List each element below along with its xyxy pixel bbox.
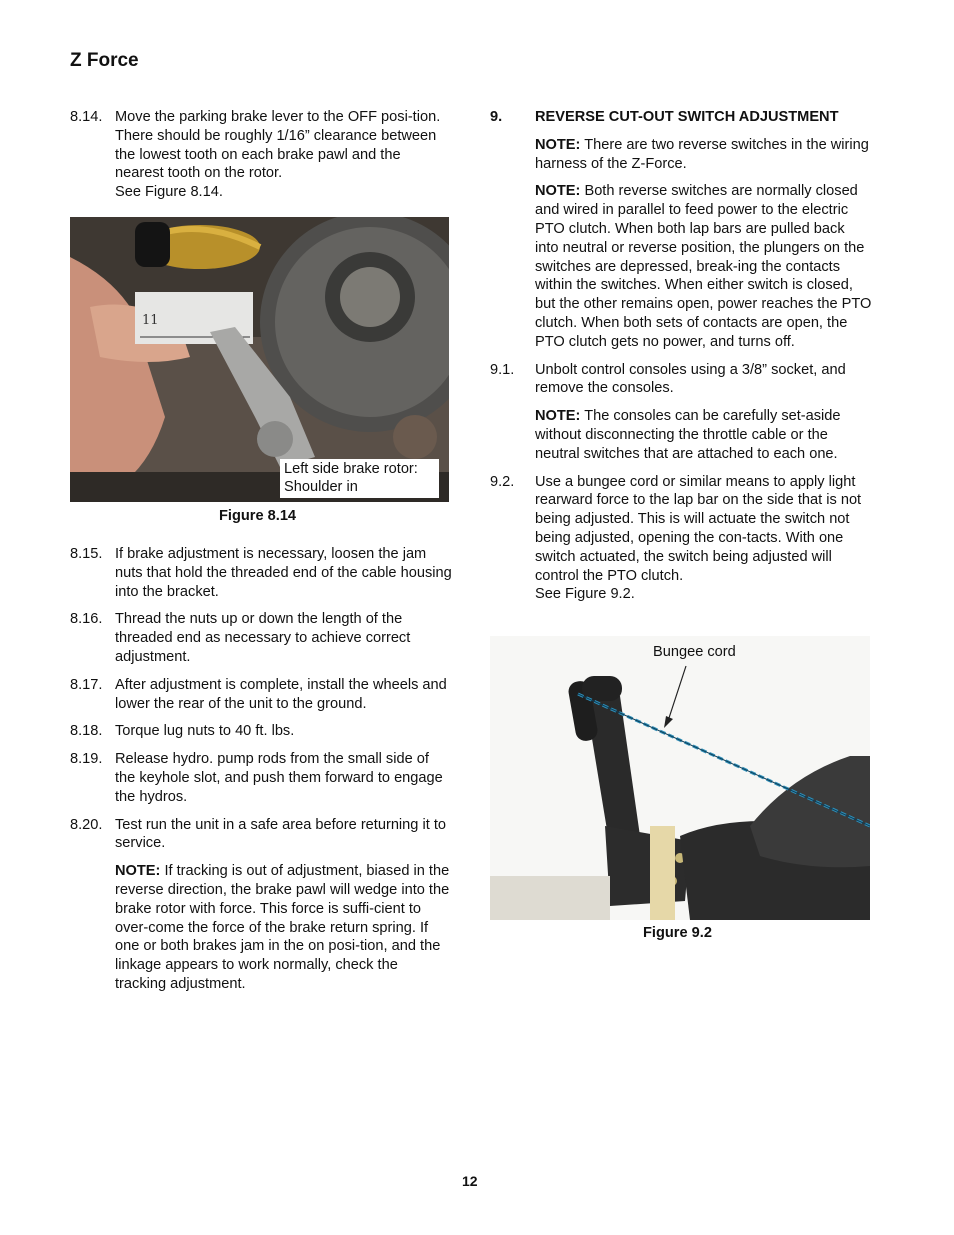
section-title: REVERSE CUT-OUT SWITCH ADJUSTMENT xyxy=(535,109,839,125)
note-switch-wiring xyxy=(535,182,872,351)
note-8-20 xyxy=(115,862,452,994)
section-9-heading xyxy=(490,108,872,127)
step-body: Move the parking brake lever to the OFF posi-tion. There should be roughly 1/16” clearance between the lowest tooth on each brake pawl and the nearest tooth on the rotor. xyxy=(115,109,441,182)
label-line-1: Left side brake rotor: xyxy=(284,461,418,477)
note-label: NOTE: xyxy=(115,863,161,880)
note-label: NOTE: xyxy=(535,136,581,153)
note-text: The consoles can be carefully set-aside without disconnecting the throttle cable or the neutral switches that are attached to each one. xyxy=(535,408,841,462)
step-8-14 xyxy=(70,108,452,202)
bungee-cord-label: Bungee cord xyxy=(653,644,736,660)
step-number: 9.2. xyxy=(490,473,515,490)
step-8-18 xyxy=(70,722,452,741)
right-column xyxy=(490,108,872,613)
figure-8-14-caption: Figure 8.14 xyxy=(219,508,297,524)
left-column xyxy=(70,108,452,211)
step-8-19 xyxy=(70,750,452,806)
figure-9-2-photo xyxy=(490,636,870,920)
note-text: If tracking is out of adjustment, biased in the reverse direction, the brake pawl will wedge into the brake rotor with force. This force is suffi-cient to over-come the force of the brake return spring. If one or both brakes jam in the on posi-tion, and the linkage appears to work normally, check the tracking adjustment. xyxy=(115,863,450,992)
step-8-15 xyxy=(70,545,452,601)
step-number: 8.14. xyxy=(70,109,103,125)
figure-reference: See Figure 8.14. xyxy=(115,184,223,201)
note-text: There are two reverse switches in the wiring harness of the Z-Force. xyxy=(535,136,869,172)
note-label: NOTE: xyxy=(535,183,581,200)
step-9-2 xyxy=(490,473,872,605)
step-text xyxy=(535,473,872,605)
figure-8-14-label xyxy=(280,459,439,498)
step-8-17 xyxy=(70,676,452,714)
step-number: 8.17. xyxy=(70,676,103,693)
left-column-steps xyxy=(70,545,452,1003)
note-text: Both reverse switches are normally closed and wired in parallel to feed power to the electric PTO clutch. When both lap bars are pulled back into neutral or reverse position, the plungers on the switches are depressed, break-ing the contacts within the switches. When either switch is closed, but the other remains open, power reaches the PTO clutch. When both sets of contacts are open, the PTO clutch gets no power, and turns off. xyxy=(535,183,872,350)
step-number: 8.15. xyxy=(70,546,103,562)
note-reverse-switches xyxy=(535,136,872,174)
step-text: Torque lug nuts to 40 ft. lbs. xyxy=(115,723,295,740)
step-body: Use a bungee cord or similar means to apply light rearward force to the lap bar on the side that is not being adjusted. This is will actuate the switch not being adjusted, opening the con-tacts. With one switch actuated, the switch being adjusted will control the PTO clutch. xyxy=(535,473,862,584)
step-number: 8.20. xyxy=(70,816,103,833)
step-number: 9.1. xyxy=(490,361,515,378)
note-label: NOTE: xyxy=(535,408,581,425)
lap-bar-bungee-illustration xyxy=(490,636,870,920)
section-number: 9. xyxy=(490,109,503,125)
step-8-20 xyxy=(70,816,452,854)
label-line-2: Shoulder in xyxy=(284,479,358,495)
ruler-reading: 11 xyxy=(142,313,159,328)
step-number: 8.19. xyxy=(70,751,103,768)
step-text xyxy=(115,108,452,202)
figure-8-14-photo xyxy=(70,217,449,502)
note-consoles xyxy=(535,407,872,463)
step-text: After adjustment is complete, install the wheels and lower the rear of the unit to the ground. xyxy=(115,676,447,712)
step-text: Thread the nuts up or down the length of the threaded end as necessary to achieve correct adjustment. xyxy=(115,611,411,665)
step-number: 8.16. xyxy=(70,611,103,628)
page-title: Z Force xyxy=(70,50,139,71)
step-text: If brake adjustment is necessary, loosen the jam nuts that hold the threaded end of the cable housing into the bracket. xyxy=(115,546,452,600)
figure-9-2-caption: Figure 9.2 xyxy=(643,925,712,941)
step-8-16 xyxy=(70,610,452,666)
step-9-1 xyxy=(490,361,872,399)
figure-reference: See Figure 9.2. xyxy=(535,586,635,603)
step-number: 8.18. xyxy=(70,723,103,740)
step-text: Unbolt control consoles using a 3/8” socket, and remove the consoles. xyxy=(535,361,846,397)
step-text: Release hydro. pump rods from the small side of the keyhole slot, and push them forward to engage the hydros. xyxy=(115,751,443,805)
page-number: 12 xyxy=(462,1173,478,1189)
step-text: Test run the unit in a safe area before returning it to service. xyxy=(115,816,446,852)
